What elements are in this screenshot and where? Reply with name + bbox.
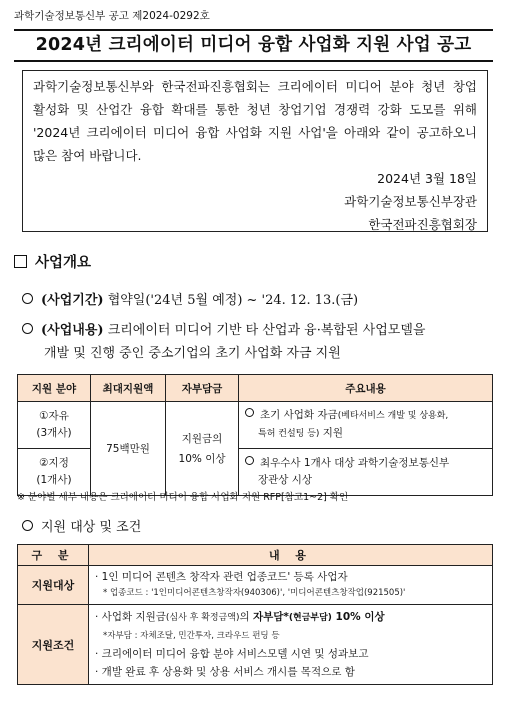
table-row bbox=[18, 402, 493, 449]
footnote: ※ 분야별 세부 내용은 크리에이터 미디어 융합 사업화 지원 RFP[참고1~2] 확인 bbox=[17, 492, 349, 503]
header-content: 내 용 bbox=[89, 545, 493, 566]
notice-number: 과학기술정보통신부 공고 제2024-0292호 bbox=[14, 10, 210, 22]
target-content: · 1인 미디어 콘텐츠 창작자 관련 업종코드' 등록 사업자 * 업종코드 : '1인미디어콘텐츠창작자(940306)', '미디어콘텐츠창작업(921505)' bbox=[89, 566, 493, 605]
circle-bullet-icon bbox=[245, 408, 254, 417]
title-bar bbox=[14, 29, 493, 62]
header-max-amount: 최대지원액 bbox=[91, 375, 166, 402]
header-category: 구 분 bbox=[18, 545, 89, 566]
period-value: 협약일('24년 5월 예정) ~ '24. 12. 13.(금) bbox=[107, 293, 359, 308]
max-amount-cell: 75백만원 bbox=[91, 402, 166, 496]
header-field: 지원 분야 bbox=[18, 375, 91, 402]
signer-association: 한국전파진흥협회장 bbox=[368, 217, 477, 232]
target-label: 지원대상 bbox=[18, 566, 89, 605]
circle-bullet-icon bbox=[22, 323, 33, 334]
period-item bbox=[22, 289, 358, 308]
condition-content: · 사업화 지원금(심사 후 확정금액)의 자부담*(현금부담) 10% 이상 *자부담 : 자체조달, 민간투자, 크라우드 펀딩 등 · 크리에이터 미디어 융합 분야 서비스모델 시연 및 성과보고 · 개발 완료 후 상용화 및 상용 서비스 개시를 목적으로 함 bbox=[89, 605, 493, 685]
page-title: 2024년 크리에이터 미디어 융합 사업화 지원 사업 공고 bbox=[35, 35, 472, 55]
content-label: (사업내용) bbox=[41, 323, 104, 338]
content-cell-2: 최우수사 1개사 대상 과학기술정보통신부 장관상 시상 bbox=[239, 449, 493, 496]
circle-bullet-icon bbox=[22, 520, 33, 531]
field-designated: ②지정 (1개사) bbox=[18, 449, 91, 496]
content-cell-1: 초기 사업화 자금(베타서비스 개발 및 상용화, 특허 컨설팅 등) 지원 bbox=[239, 402, 493, 449]
table-row bbox=[18, 605, 493, 685]
header-self-burden: 자부담금 bbox=[166, 375, 239, 402]
content-line1: 크리에이터 미디어 기반 타 산업과 융·복합된 사업모델을 bbox=[107, 323, 426, 338]
conditions-table bbox=[17, 544, 493, 685]
period-label: (사업기간) bbox=[41, 293, 104, 308]
support-table bbox=[17, 374, 493, 496]
content-line2: 개발 및 진행 중인 중소기업의 초기 사업화 자금 지원 bbox=[44, 346, 341, 361]
intro-text: 과학기술정보통신부와 한국전파진흥협회는 크리에이터 미디어 분야 청년 창업 활성화 및 산업간 융합 확대를 통한 청년 창업기업 경쟁력 강화 도모를 위해 '2024년 크리에이터 미디어 융합 사업화 지원 사업'을 아래와 같이 공고하오니 많은 참여 바랍니다. bbox=[33, 79, 477, 163]
self-burden-cell: 지원금의 10% 이상 bbox=[166, 402, 239, 496]
field-free: ①자유 (3개사) bbox=[18, 402, 91, 449]
conditions-heading bbox=[22, 516, 141, 535]
header-main-content: 주요내용 bbox=[239, 375, 493, 402]
circle-bullet-icon bbox=[245, 456, 254, 465]
table-header-row bbox=[18, 375, 493, 402]
section-title: 사업개요 bbox=[35, 255, 92, 271]
announcement-date: 2024년 3월 18일 bbox=[377, 171, 477, 186]
signer-ministry: 과학기술정보통신부장관 bbox=[344, 194, 477, 209]
table-header-row bbox=[18, 545, 493, 566]
intro-box bbox=[22, 70, 488, 232]
content-item bbox=[22, 319, 492, 365]
table-row bbox=[18, 566, 493, 605]
square-bullet-icon bbox=[14, 255, 27, 268]
conditions-title: 지원 대상 및 조건 bbox=[41, 520, 142, 535]
section-heading bbox=[14, 251, 91, 272]
condition-label: 지원조건 bbox=[18, 605, 89, 685]
circle-bullet-icon bbox=[22, 293, 33, 304]
